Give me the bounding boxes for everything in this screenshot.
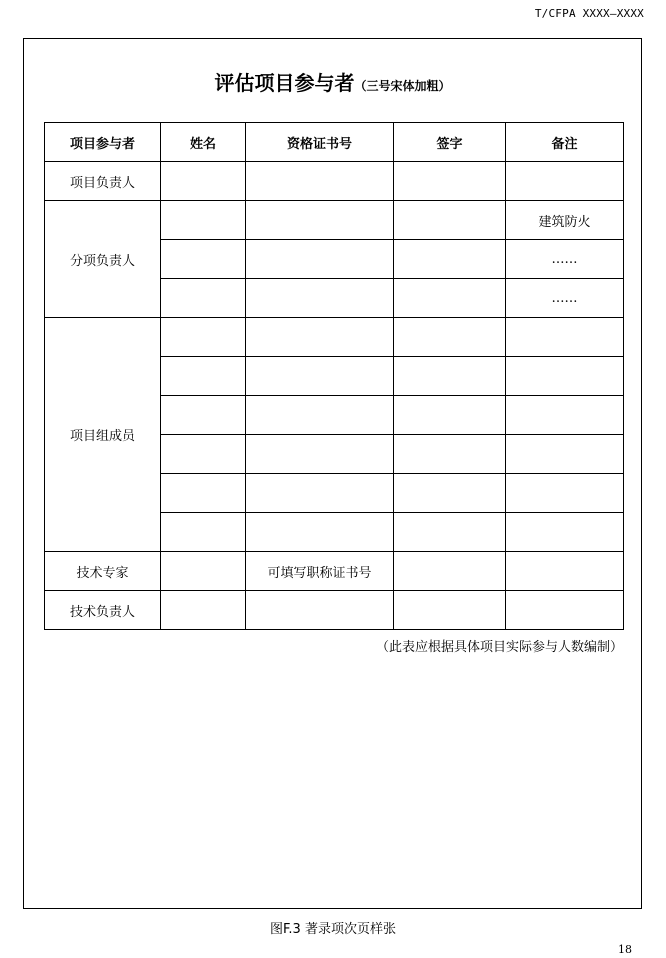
signature-cell[interactable]	[394, 201, 506, 240]
name-cell[interactable]	[161, 474, 246, 513]
remarks-cell: ……	[506, 240, 624, 279]
signature-cell[interactable]	[394, 240, 506, 279]
remarks-cell[interactable]	[506, 396, 624, 435]
role-members: 项目组成员	[45, 318, 161, 552]
participants-table	[44, 122, 624, 630]
name-cell[interactable]	[161, 591, 246, 630]
signature-cell[interactable]	[394, 279, 506, 318]
table-row	[45, 552, 624, 591]
cert-cell[interactable]	[246, 318, 394, 357]
name-cell[interactable]	[161, 396, 246, 435]
cert-cell[interactable]	[246, 240, 394, 279]
cert-cell[interactable]	[246, 201, 394, 240]
table-note: （此表应根据具体项目实际参与人数编制）	[375, 640, 623, 655]
signature-cell[interactable]	[394, 162, 506, 201]
table-row	[45, 591, 624, 630]
figure-caption: 图F.3 著录项次页样张	[270, 922, 396, 937]
page-number: 18	[618, 943, 632, 956]
sample-page-frame	[23, 38, 642, 909]
remarks-cell[interactable]	[506, 474, 624, 513]
table-row	[45, 318, 624, 357]
signature-cell[interactable]	[394, 435, 506, 474]
page-title	[24, 67, 641, 96]
name-cell[interactable]	[161, 201, 246, 240]
header-certificate: 资格证书号	[246, 123, 394, 162]
title-main: 评估项目参与者	[214, 71, 355, 95]
title-font-note: （三号宋体加粗）	[354, 79, 451, 93]
remarks-cell[interactable]	[506, 435, 624, 474]
cert-cell[interactable]	[246, 513, 394, 552]
header-participant: 项目参与者	[45, 123, 161, 162]
cert-cell[interactable]	[246, 396, 394, 435]
signature-cell[interactable]	[394, 474, 506, 513]
signature-cell[interactable]	[394, 357, 506, 396]
remarks-cell: 建筑防火	[506, 201, 624, 240]
table-row	[45, 162, 624, 201]
name-cell[interactable]	[161, 318, 246, 357]
remarks-cell[interactable]	[506, 162, 624, 201]
header-signature: 签字	[394, 123, 506, 162]
name-cell[interactable]	[161, 162, 246, 201]
name-cell[interactable]	[161, 240, 246, 279]
cert-cell[interactable]	[246, 357, 394, 396]
cert-cell[interactable]	[246, 474, 394, 513]
signature-cell[interactable]	[394, 318, 506, 357]
role-tech-leader: 技术负责人	[45, 591, 161, 630]
name-cell[interactable]	[161, 552, 246, 591]
remarks-cell[interactable]	[506, 513, 624, 552]
role-sub-leader: 分项负责人	[45, 201, 161, 318]
header-remarks: 备注	[506, 123, 624, 162]
remarks-cell[interactable]	[506, 552, 624, 591]
signature-cell[interactable]	[394, 552, 506, 591]
signature-cell[interactable]	[394, 591, 506, 630]
cert-cell[interactable]	[246, 162, 394, 201]
name-cell[interactable]	[161, 435, 246, 474]
cert-cell[interactable]	[246, 435, 394, 474]
signature-cell[interactable]	[394, 396, 506, 435]
cert-cell[interactable]	[246, 591, 394, 630]
table-header-row	[45, 123, 624, 162]
header-name: 姓名	[161, 123, 246, 162]
name-cell[interactable]	[161, 279, 246, 318]
remarks-cell[interactable]	[506, 591, 624, 630]
remarks-cell[interactable]	[506, 318, 624, 357]
cert-cell: 可填写职称证书号	[246, 552, 394, 591]
standard-code: T/CFPA XXXX—XXXX	[534, 7, 644, 20]
name-cell[interactable]	[161, 357, 246, 396]
signature-cell[interactable]	[394, 513, 506, 552]
table-row	[45, 201, 624, 240]
remarks-cell[interactable]	[506, 357, 624, 396]
remarks-cell: ……	[506, 279, 624, 318]
role-project-leader: 项目负责人	[45, 162, 161, 201]
role-expert: 技术专家	[45, 552, 161, 591]
cert-cell[interactable]	[246, 279, 394, 318]
name-cell[interactable]	[161, 513, 246, 552]
